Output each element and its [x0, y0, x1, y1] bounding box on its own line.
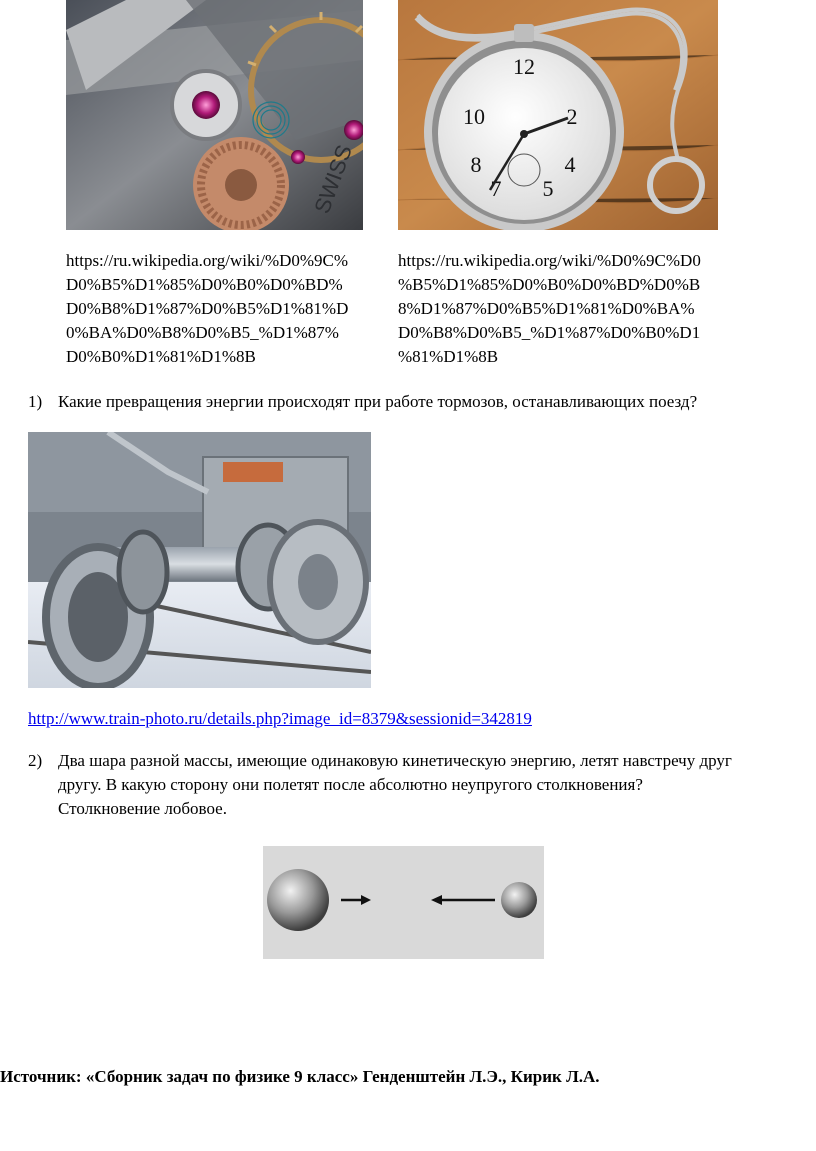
- question-1-number: 1): [28, 392, 43, 411]
- question-1: [28, 390, 808, 416]
- dial-number: 7: [490, 176, 502, 201]
- dial-number: 12: [513, 54, 535, 79]
- movement-photo-caption: https://ru.wikipedia.org/wiki/%D0%9C% D0%B5%D1%85%D0%B0%D0%BD% D0%B8%D1%87%D0%B5%D1%81%D 0%BA%D0%B8%D0%B5_%D1%87% D0%B0%D1%81%D1%8B: [66, 251, 349, 366]
- question-2: [28, 749, 813, 823]
- train-photo-link[interactable]: http://www.train-photo.ru/details.php?image_id=8379&sessionid=342819: [28, 709, 532, 728]
- watch-movement-photo: [66, 0, 363, 230]
- engraving-text: SWISS: [309, 141, 357, 217]
- dial-number: 8: [470, 152, 482, 177]
- question-2-number: 2): [28, 751, 43, 770]
- dial-number: 10: [463, 104, 485, 129]
- pocket-watch-photo-caption: https://ru.wikipedia.org/wiki/%D0%9C%D0 %B5%D1%85%D0%B0%D0%BD%D0%B 8%D1%87%D0%B5%D1%81%D0%BA% D0%B8%D0%B5_%D1%87%D0%B0%D1 %81%D1%8B: [398, 251, 701, 366]
- pocket-watch-photo: [398, 0, 718, 230]
- question-2-text: Два шара разной массы, имеющие одинаковую кинетическую энергию, летят навстречу друг другу. В какую сторону они полетят после абсолютно неупругого столкновения? Столкновение лобовое.: [58, 751, 732, 818]
- source-citation: Источник: «Сборник задач по физике 9 класс» Генденштейн Л.Э., Кирик Л.А.: [0, 1067, 600, 1086]
- heavy-ball: [267, 869, 329, 931]
- light-ball: [501, 882, 537, 918]
- dial-number: 5: [542, 176, 554, 201]
- dial-number: 4: [564, 152, 576, 177]
- collision-diagram: [263, 846, 544, 959]
- train-wheelset-photo: [28, 432, 371, 688]
- question-1-text: Какие превращения энергии происходят при работе тормозов, останавливающих поезд?: [58, 392, 698, 411]
- dial-number: 2: [566, 104, 578, 129]
